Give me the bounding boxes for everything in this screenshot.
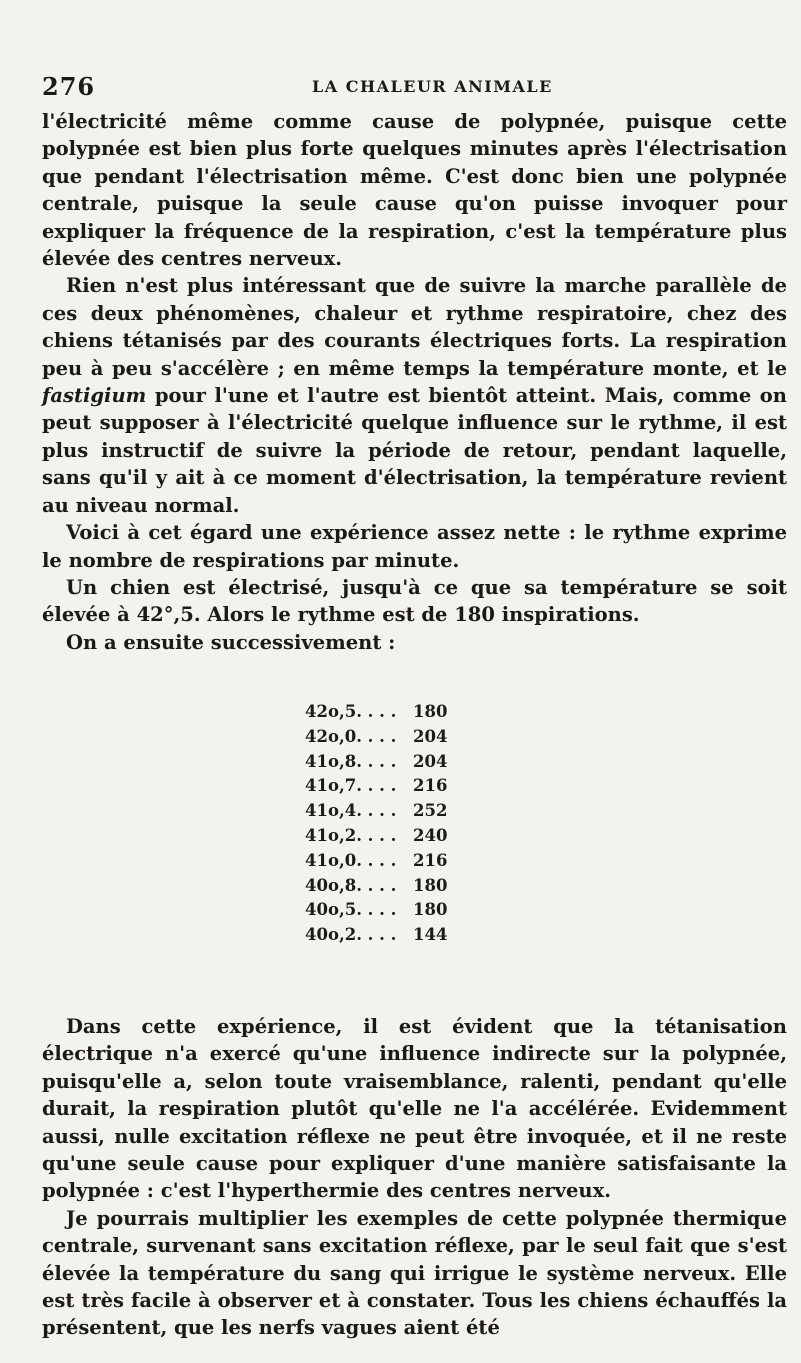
body-text-bottom: [42, 1013, 787, 1342]
table-row: [305, 898, 565, 923]
rhythm-cell: 252: [413, 801, 448, 821]
table-row: [305, 799, 565, 824]
rhythm-cell: 204: [413, 726, 448, 746]
rhythm-cell: 216: [413, 850, 448, 870]
paragraph: On a ensuite successivement :: [66, 630, 396, 654]
temperature-cell: 41o,8. . . .: [305, 751, 397, 771]
temperature-cell: 41o,0. . . .: [305, 850, 397, 870]
rhythm-cell: 216: [413, 776, 448, 796]
rhythm-cell: 144: [413, 925, 448, 945]
paragraph-text: pour l'une et l'autre est bientôt atteint. Mais, comme on peut supposer à l'électricité quelque influence sur le rythme, il est plus instructif de suivre la période de retour, pendant laquelle, sans qu'il y ait à ce moment d'électrisation, la température revient au niveau normal.: [42, 384, 787, 517]
running-head: LA CHALEUR ANIMALE: [312, 77, 553, 96]
temperature-cell: 40o,5. . . .: [305, 900, 397, 920]
body-text-top: [42, 108, 787, 656]
table-row: [305, 824, 565, 849]
temperature-rhythm-table: [305, 700, 565, 948]
table-row: [305, 700, 565, 725]
paragraph: Voici à cet égard une expérience assez nette : le rythme exprime le nombre de respirations par minute.: [42, 521, 787, 572]
temperature-cell: 42o,5. . . .: [305, 702, 397, 721]
paragraph: Un chien est électrisé, jusqu'à ce que sa température se soit élevée à 42°,5. Alors le rythme est de 180 inspirations.: [42, 575, 787, 627]
table-row: [305, 849, 565, 874]
paragraph: [42, 272, 787, 519]
table-row: [305, 774, 565, 799]
temperature-cell: 41o,7. . . .: [305, 776, 397, 796]
temperature-cell: 40o,8. . . .: [305, 875, 397, 895]
rhythm-cell: 180: [413, 875, 448, 895]
paragraph: Je pourrais multiplier les exemples de cette polypnée thermique centrale, survenant sans excitation réflexe, par le seul fait que s'est élevée la température du sang qui irrigue le système nerveux. Elle est très facile à observer et à constater. Tous les chiens échauffés la présentent, que les nerfs vagues aient été: [42, 1206, 787, 1340]
rhythm-cell: 180: [413, 900, 448, 920]
page-number: 276: [42, 72, 96, 101]
rhythm-cell: 204: [413, 751, 448, 771]
temperature-cell: 40o,2. . . .: [305, 925, 397, 945]
temperature-cell: 41o,4. . . .: [305, 801, 397, 821]
paragraph-text: Rien n'est plus intéressant que de suivre la marche parallèle de ces deux phénomènes, chaleur et rythme respiratoire, chez des chiens tétanisés par des courants électriques forts. La respiration peu à peu s'accélère ; en même temps la température monte, et le: [42, 274, 787, 380]
table-row: [305, 874, 565, 899]
temperature-cell: 42o,0. . . .: [305, 726, 397, 746]
paragraph: Dans cette expérience, il est évident que la tétanisation électrique n'a exercé qu'une influence indirecte sur la polypnée, puisqu'elle a, selon toute vraisemblance, ralenti, pendant qu'elle durait, la respiration plutôt qu'elle ne l'a accélérée. Evidemment aussi, nulle excitation réflexe ne peut être invoquée, et il ne reste qu'une seule cause pour expliquer d'une manière satisfaisante la polypnée : c'est l'hyperthermie des centres nerveux.: [42, 1015, 787, 1203]
paragraph: l'électricité même comme cause de polypnée, puisque cette polypnée est bien plus forte quelques minutes après l'électrisation que pendant l'électrisation même. C'est donc bien une polypnée centrale, puisque la seule cause qu'on puisse invoquer pour expliquer la fréquence de la respiration, c'est la température plus élevée des centres nerveux.: [42, 110, 787, 271]
rhythm-cell: 240: [413, 825, 448, 845]
page-header: [42, 72, 742, 102]
table-row: [305, 750, 565, 775]
temperature-cell: 41o,2. . . .: [305, 825, 397, 845]
table-row: [305, 923, 565, 948]
italic-term: fastigium: [42, 384, 147, 408]
rhythm-cell: 180: [413, 702, 448, 721]
table-row: [305, 725, 565, 750]
